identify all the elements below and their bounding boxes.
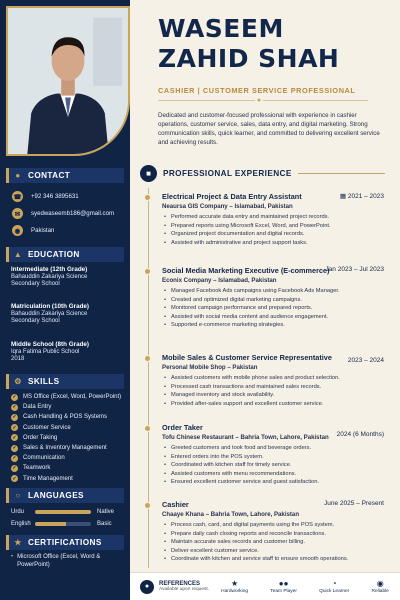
skill-item: ✓ Data Entry <box>12 404 52 411</box>
location-pin-icon: ◉ <box>12 225 23 236</box>
traits-list <box>210 579 400 594</box>
language-row: Urdu Native <box>11 509 115 515</box>
check-icon: ✓ <box>12 445 17 452</box>
mail-icon: ✉ <box>12 208 23 219</box>
experience-heading: ■ PROFESSIONAL EXPERIENCE <box>140 165 385 182</box>
contact-location: ◉ Pakistan <box>12 225 54 236</box>
job-entry: Cashier June 2025 – Present Chaaye Khana – Bahria Town, Lahore, Pakistan • Process cash, card, and digital payments using the POS system. • Prepare daily cash closing reports and reconcile transactions. • Maintain accurate sales records and customer billing. • Deliver excellent customer service. • Coordinate with kitchen and service staff to ensure smooth operations. <box>162 500 388 564</box>
skills-list <box>11 392 127 484</box>
timeline-dot <box>144 425 151 432</box>
trait-item: ◉ Reliable <box>371 579 389 594</box>
references: ● REFERENCES Available upon request. <box>130 580 210 594</box>
job-entry: Social Media Marketing Executive (E-commerce) Jan 2023 – Jul 2023 Econix Company – Islamabad, Pakistan • Managed Facebook Ads campaigns using Facebook Ads Manager. • Created and optimized digital marketing campaigns. • Monitored campaign performance and prepared reports. • Assisted with social media content and audience engagement. • Supported e-commerce marketing strategies. <box>162 266 388 330</box>
languages-heading: ○ LANGUAGES <box>6 488 124 503</box>
education-heading: ▲ EDUCATION <box>6 247 124 262</box>
trait-item: ●● Team Player <box>270 579 297 594</box>
team-icon: ●● <box>278 579 289 588</box>
contact-email: ✉ syedwaseemb186@gmail.com <box>12 208 114 219</box>
speedometer-icon: ◔ <box>331 579 337 588</box>
sidebar <box>0 0 130 600</box>
contact-phone: ☎ +92 346 3895631 <box>13 193 79 201</box>
language-row: English Basic <box>11 521 112 527</box>
footer-bar <box>130 572 400 600</box>
certifications-heading: ★ CERTIFICATIONS <box>6 535 124 550</box>
skill-item: ✓ Customer Service <box>12 424 71 431</box>
calendar-icon: ▦ <box>339 193 347 200</box>
briefcase-icon: ■ <box>140 165 157 182</box>
person-icon: ● <box>256 97 262 104</box>
timeline-dot <box>144 194 151 201</box>
timeline-dot <box>144 502 151 509</box>
job-dates: ▦ 2021 – 2023 <box>339 193 384 200</box>
certificate-icon: ★ <box>14 538 22 547</box>
timeline-dot <box>144 268 151 275</box>
contact-heading: ● CONTACT <box>6 168 124 183</box>
skill-item: ✓ MS Office (Excel, Word, PowerPoint) <box>12 394 122 401</box>
trait-item: ★ Hardworking <box>221 579 249 594</box>
gear-icon: ⚙ <box>14 377 22 386</box>
check-icon: ✓ <box>12 424 17 431</box>
graduation-cap-icon: ▲ <box>13 250 23 259</box>
language-level-bar <box>35 522 91 526</box>
candidate-name: WASEEM ZAHID SHAH <box>158 14 340 73</box>
skills-heading: ⚙ SKILLS <box>6 374 124 389</box>
skill-item: ✓ Sales & Inventory Management <box>12 445 107 452</box>
check-icon: ✓ <box>12 475 17 482</box>
divider <box>158 100 368 101</box>
check-icon: ✓ <box>12 434 17 441</box>
job-entry: Mobile Sales & Customer Service Representative 2023 – 2024 Personal Mobile Shop – Pakistan • Assisted customers with mobile phone sales and product selection. • Processed cash transactions and maintained sales records. • Managed inventory and stock availability. • Provided after-sales support and excellent customer service. <box>162 353 388 408</box>
globe-icon: ○ <box>15 491 21 500</box>
trait-item: ◔ Quick Learner <box>319 579 350 594</box>
check-icon: ✓ <box>12 394 17 401</box>
education-item: Middle School (8th Grade) Iqra Fatima Public School 2018 <box>11 341 90 362</box>
timeline-line <box>148 188 149 568</box>
education-item: Intermediate (12th Grade) Bahauddin Zakariya Science Secondary School <box>11 266 88 287</box>
profile-photo <box>6 6 130 156</box>
skill-item: ✓ Communication <box>12 455 65 462</box>
star-icon: ★ <box>230 579 239 588</box>
user-icon: ● <box>15 171 21 180</box>
check-icon: ✓ <box>12 455 17 462</box>
skill-item: ✓ Time Management <box>12 475 73 482</box>
skill-item: ✓ Order Taking <box>12 434 58 441</box>
skill-item: ✓ Teamwork <box>12 465 51 472</box>
check-icon: ✓ <box>12 414 17 421</box>
shield-check-icon: ◉ <box>376 579 384 588</box>
people-icon: ● <box>140 580 154 594</box>
skill-item: ✓ Cash Handling & POS Systems <box>12 414 108 421</box>
check-icon: ✓ <box>12 465 17 472</box>
job-title: CASHIER | CUSTOMER SERVICE PROFESSIONAL <box>158 86 356 95</box>
check-icon: ✓ <box>12 404 17 411</box>
profile-summary: Dedicated and customer-focused professional with experience in cashier operations, customer service, sales, data entry, and digital marketing. Strong communication skills, quick learner, and committed to delivering excellent service and achieving results. <box>158 112 380 146</box>
job-entry: Order Taker 2024 (6 Months) Tofu Chinese Restaurant – Bahria Town, Lahore, Pakistan • Greeted customers and took food and beverage orders. • Entered orders into the POS system. • Coordinated with kitchen staff for timely service. • Assisted customers with menu recommendations. • Ensured excellent customer service and guest satisfaction. <box>162 423 388 487</box>
job-entry: Electrical Project & Data Entry Assistant ▦ 2021 – 2023 Neaursa GIS Company – Islamabad, Pakistan • Performed accurate data entry and maintained project records. • Prepared reports using Microsoft Excel, Word, and PowerPoint. • Organized project documentation and digital records. • Assisted with administrative and project support tasks. <box>162 192 388 247</box>
timeline-dot <box>144 355 151 362</box>
education-item: Matriculation (10th Grade) Bahauddin Zakariya Science Secondary School <box>11 303 90 324</box>
certification-item: • Microsoft Office (Excel, Word & PowerPoint) <box>11 554 101 568</box>
language-level-bar <box>35 510 91 514</box>
phone-icon: ☎ <box>12 191 23 202</box>
